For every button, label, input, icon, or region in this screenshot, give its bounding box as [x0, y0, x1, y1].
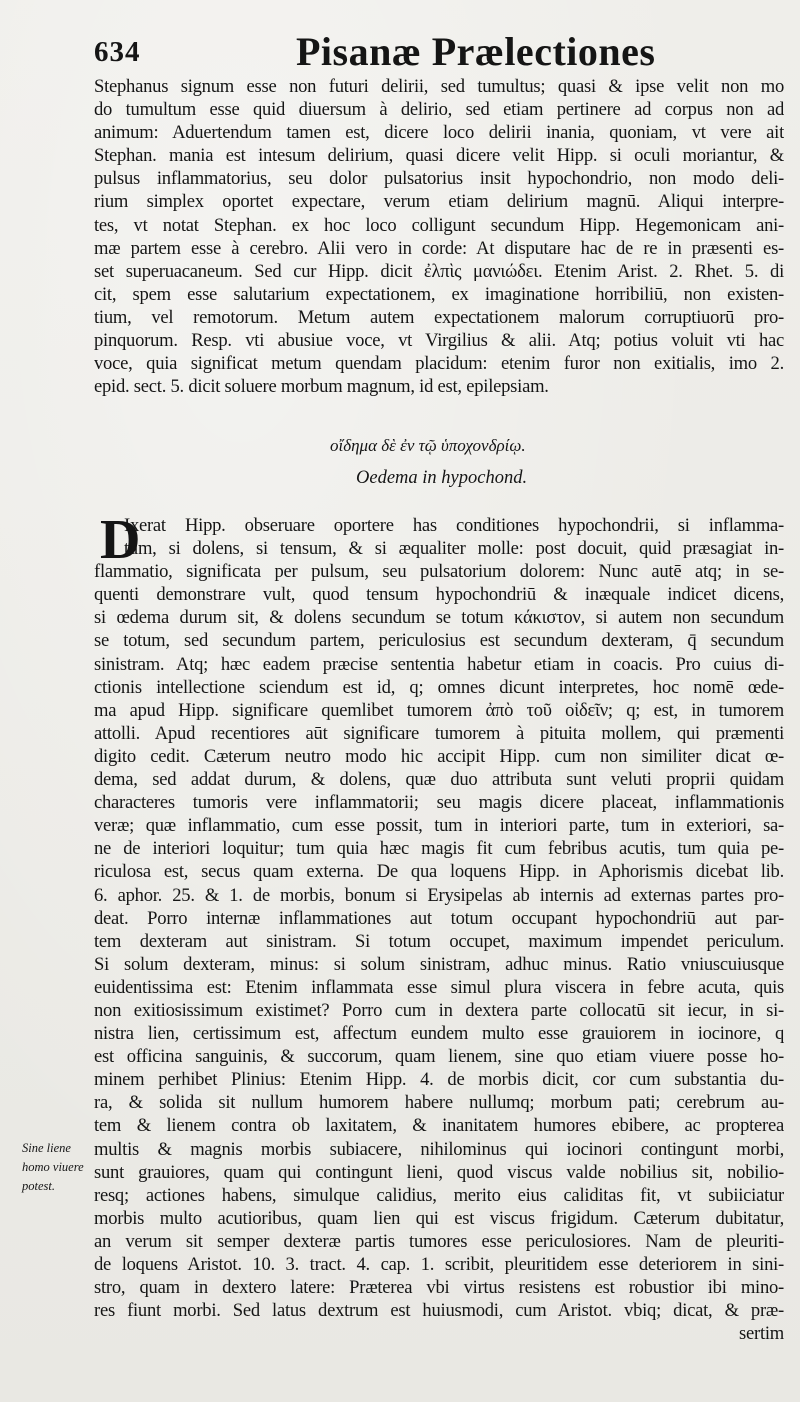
text-line: tes, vt notat Stephan. ex hoc loco colligunt secundum Hipp. Hegemonicam ani-: [94, 214, 784, 236]
text-line: multis & magnis morbis subiacere, nihilominus qui iocinori contingunt morbi,: [94, 1138, 784, 1160]
drop-cap: D: [100, 509, 141, 571]
text-line: euidentissima est: Etenim inflammata esse simul plura viscera in febre acuta, quis: [94, 976, 784, 998]
page-header: [94, 18, 784, 72]
text-block-upper: [94, 75, 784, 398]
text-line: sunt grauiores, quam qui contingunt lieni, quod viscus valde nobilius sit, nobilio-: [94, 1161, 784, 1183]
text-line: stro, quam in dextero latere: Præterea vbi virtus resistens est robustior ibi mino-: [94, 1277, 784, 1299]
text-line: an verum sit semper dexteræ partis tumores esse periculosiores. Nam de pleuriti-: [94, 1230, 784, 1252]
text-line: cit, spem esse salutarium expectationem, ex imaginatione horribiliū, non existen-: [94, 283, 784, 305]
text-line: nistra lien, certissimum est, affectum eundem multo esse grauiorem in iocinore, q: [94, 1023, 784, 1045]
text-line: se totum, sed secundum partem, periculosius est secundum dexteram, q̄ secundum: [94, 630, 784, 652]
text-line: tium, vel remotorum. Metum autem expectationem malorum corruptiuorū pro-: [94, 306, 784, 328]
marginal-note-line: potest.: [22, 1179, 55, 1193]
text-line: deat. Porro internæ inflammationes aut totum occupant hypochondriū aut par-: [94, 907, 784, 929]
text-line: Stephanus signum esse non futuri delirii, sed tumultus; quasi & ipse velit non mo: [94, 76, 784, 97]
text-line: flammatio, significata per pulsum, seu pulsatorium dolorem: Nunc autē atq; in se-: [94, 561, 784, 583]
catchword: sertim: [739, 1323, 784, 1345]
marginal-note: [22, 1139, 96, 1196]
text-block-main: [94, 509, 784, 1345]
text-line: rium simplex oportet expectare, verum etiam delirium magnū. Aliqui interpre-: [94, 191, 784, 213]
text-line: dema, sed addat durum, & dolens, quæ duo attributa sunt veluti proprii quidam: [94, 769, 784, 791]
text-line: resq; actiones habens, simulque calidius, merito eius caliditas fit, vt subiiciatur: [94, 1184, 784, 1206]
text-line: ra, & solida sit nullum humorem habere nullumq; morbum pati; cerebrum au-: [94, 1092, 784, 1114]
text-line: quenti demonstrare vult, quod tensum hypochondriū & inæquale indicet dicens,: [94, 584, 784, 606]
text-line: attolli. Apud recentiores aūt significare tumorem à pituita mollem, qui præmenti: [94, 722, 784, 744]
text-line: ne de interiori loquitur; tum quia hæc magis fit cum febribus acutis, tum quia pe-: [94, 838, 784, 860]
text-line: ctionis intellectione sciendum est id, q; omnes dicunt interpretes, hoc nomē œde-: [94, 676, 784, 698]
text-line: pulsus inflammatorius, seu dolor pulsatorius insit hypochondrio, non modo deli-: [94, 168, 784, 190]
text-line: animum: Aduertendum tamen est, dicere loco delirii inania, quoniam, vt vere ait: [94, 122, 784, 144]
section-heading: Oedema in hypochond.: [356, 468, 528, 488]
text-line: tem & lienem contra ob laxitatem, & inanitatem humores ebibere, ac propterea: [94, 1115, 784, 1137]
running-title: Pisanæ Prælectiones: [296, 29, 656, 74]
text-line: pinquorum. Resp. vti abusiue voce, vt Virgilius & alii. Atq; potius voluit vti hac: [94, 330, 784, 352]
greek-lemma-heading: οἴδημα δὲ ἐν τῷ ὑποχονδρίῳ.: [330, 436, 526, 455]
text-line: ma apud Hipp. significare quemlibet tumorem ἀπὸ τοῦ οἰδεῖν; q; est, in tumorem: [94, 699, 784, 721]
text-line: tem dexteram aut sinistram. Si totum occupet, maximum impendet periculum.: [94, 930, 784, 952]
page-number: 634: [94, 36, 141, 68]
text-line: de loquens Aristot. 10. 3. tract. 4. cap. 1. scribit, pleuritidem esse deteriorem in sini-: [94, 1254, 784, 1275]
text-line: non exitiosissimum existimet? Porro cum in dextera parte collocatū sit iecur, in si-: [94, 999, 784, 1021]
text-line: est officina sanguinis, & succorum, quam lienem, sine quo etiam viuere posse ho-: [94, 1046, 784, 1068]
text-line: veræ; quæ inflammatio, cum esse possit, tum in interiori parte, tum in exteriori, sa-: [94, 815, 784, 837]
text-line: digito cedit. Cæterum neutro modo hic accipit Hipp. cum non similiter dicat œ-: [94, 745, 784, 767]
marginal-note-line: homo viuere: [22, 1160, 84, 1174]
text-line: sinistram. Atq; hæc eadem præcise sententia habetur etiam in coacis. Pro cuius di-: [94, 653, 784, 675]
text-line: epid. sect. 5. dicit soluere morbum magnum, id est, epilepsiam.: [94, 376, 549, 398]
text-line: Si solum dexteram, minus: si solum sinistram, adhuc minus. Ratio vniuscuiusque: [94, 953, 784, 975]
text-line: characteres tumoris vere inflammatorii; seu magis dicere placeat, inflammationis: [94, 792, 784, 814]
text-line: Ixerat Hipp. obseruare oportere has conditiones hypochondrii, si inflamma-: [124, 515, 784, 536]
text-line: set superuacaneum. Sed cur Hipp. dicit ἐλπὶς μανιώδει. Etenim Arist. 2. Rhet. 5. di: [94, 260, 784, 282]
text-line: morbis multo acutioribus, quam lien qui est viscus frigidum. Cæterum dubitatur,: [94, 1207, 784, 1229]
text-line: res fiunt morbi. Sed latus dextrum est huiusmodi, cum Aristot. vbiq; dicat, & præ-: [94, 1300, 784, 1322]
text-line: voce, quia significat metum quendam placidum: etenim furor non exitialis, imo 2.: [94, 353, 784, 375]
text-line: do tumultum esse quid diuersum à delirio, sed etiam pertinere ad corpus non ad: [94, 99, 784, 121]
text-line: Stephan. mania est intesum delirium, quasi dicere velit Hipp. si oculi moriantur, &: [94, 145, 784, 167]
marginal-note-line: Sine liene: [22, 1141, 71, 1155]
text-line: mæ partem esse à cerebro. Alii vero in corde: At disputare hac de re in præsenti es-: [94, 237, 784, 259]
text-line: tum, si dolens, si tensum, & si æqualiter molle: post docuit, quid præsagiat in-: [124, 538, 784, 560]
text-line: minem perhibet Plinius: Etenim Hipp. 4. de morbis dicit, cor cum substantia du-: [94, 1069, 784, 1091]
text-line: riculosa est, secus quam externa. De qua loquens Hipp. in Aphorismis dicebat lib.: [94, 861, 784, 883]
text-line: 6. aphor. 25. & 1. de morbis, bonum si Erysipelas ab internis ad externas partes pro-: [94, 884, 784, 906]
text-line: si œdema durum sit, & dolens secundum se totum κάκιστον, si autem non secundum: [94, 607, 784, 629]
